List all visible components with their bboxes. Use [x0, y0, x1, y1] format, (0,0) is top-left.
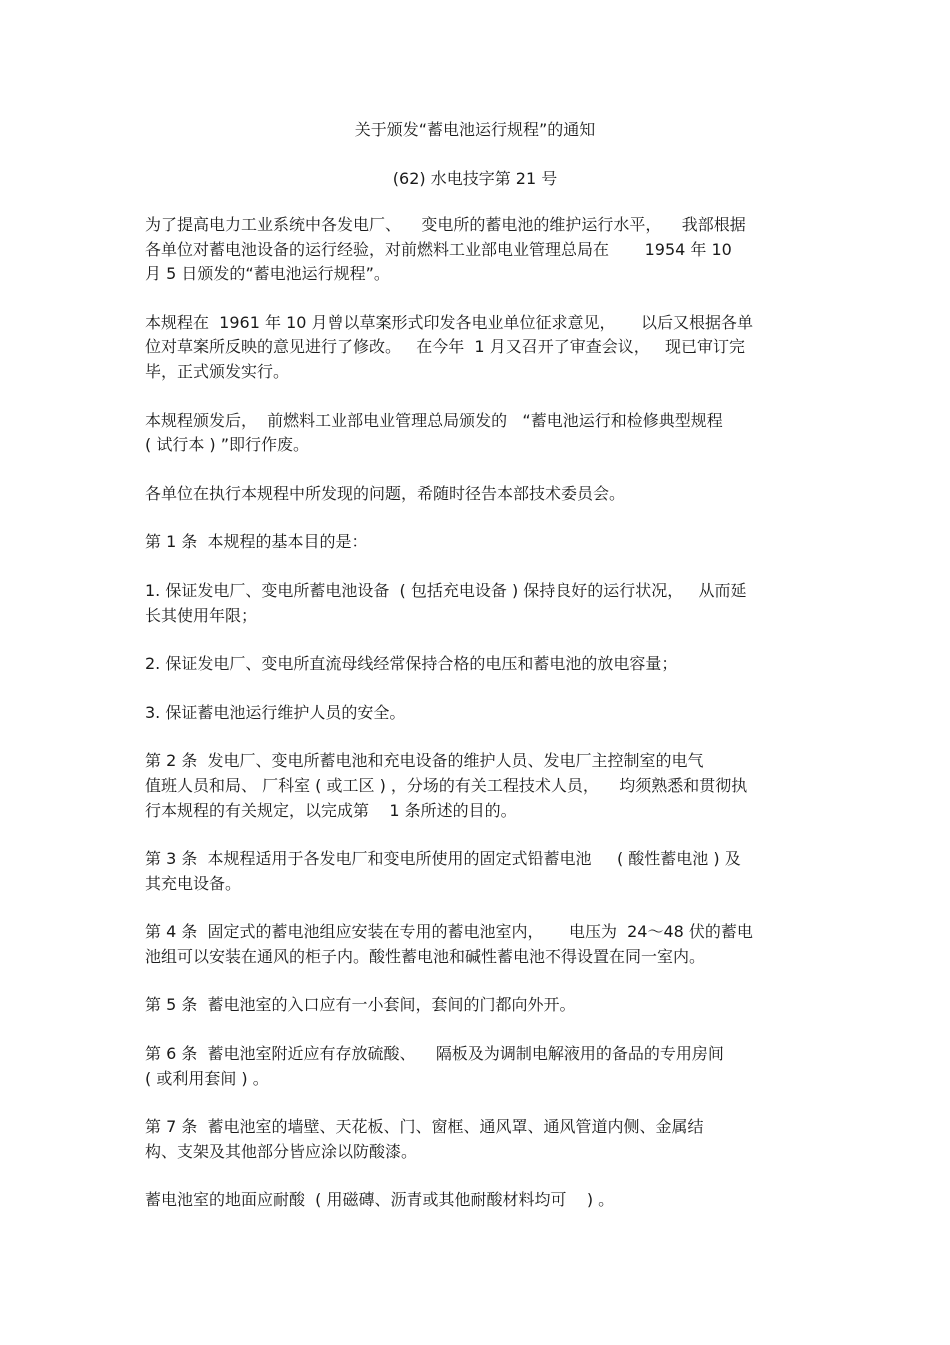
- paragraph-line: 第 7 条 蓄电池室的墙壁、天花板、门、窗框、通风罩、通风管道内侧、金属结: [145, 1117, 704, 1137]
- paragraph-line: 本规程颁发后， 前燃料工业部电业管理总局颁发的 “蓄电池运行和检修典型规程: [145, 410, 723, 430]
- paragraph: [145, 530, 810, 555]
- paragraph-line: 行本规程的有关规定，以完成第 1 条所述的目的。: [145, 800, 517, 820]
- paragraph: [145, 701, 810, 726]
- paragraph-line: 第 2 条 发电厂、变电所蓄电池和充电设备的维护人员、发电厂主控制室的电气: [145, 751, 704, 771]
- paragraph-line: 为了提高电力工业系统中各发电厂、 变电所的蓄电池的维护运行水平， 我部根据: [145, 215, 746, 234]
- document-number: (62) 水电技字第 21 号: [392, 169, 558, 188]
- paragraph: [145, 1115, 810, 1164]
- paragraph: [145, 1042, 810, 1091]
- paragraph: [145, 847, 810, 896]
- paragraph: [145, 311, 810, 385]
- paragraph: [145, 482, 810, 507]
- paragraph: [145, 1188, 810, 1213]
- paragraph-line: 长其使用年限；: [145, 605, 258, 625]
- paragraph: [145, 920, 810, 969]
- paragraph: [145, 652, 810, 677]
- paragraph: [145, 409, 810, 458]
- paragraph-line: 各单位对蓄电池设备的运行经验，对前燃料工业部电业管理总局在 1954 年 10: [145, 239, 732, 259]
- paragraph: [145, 579, 810, 628]
- paragraph-line: 位对草案所反映的意见进行了修改。 在今年 1 月又召开了审查会议， 现已审订完: [145, 337, 745, 357]
- paragraph-line: 2. 保证发电厂、变电所直流母线经常保持合格的电压和蓄电池的放电容量；: [145, 654, 678, 674]
- paragraph-line: 其充电设备。: [145, 873, 242, 893]
- paragraph-line: 月 5 日颁发的“蓄电池运行规程”。: [145, 264, 390, 284]
- paragraph-line: 1. 保证发电厂、变电所蓄电池设备 ( 包括充电设备 ) 保持良好的运行状况， 从而延: [145, 580, 747, 600]
- paragraph-line: 第 5 条 蓄电池室的入口应有一小套间，套间的门都向外开。: [145, 995, 576, 1015]
- paragraph-line: ( 试行本 ) ”即行作废。: [145, 435, 310, 455]
- paragraph-line: 各单位在执行本规程中所发现的问题，希随时径告本部技术委员会。: [145, 483, 626, 503]
- paragraph-line: 3. 保证蓄电池运行维护人员的安全。: [145, 702, 406, 722]
- paragraph-line: 第 3 条 本规程适用于各发电厂和变电所使用的固定式铅蓄电池 ( 酸性蓄电池 ) 及: [145, 849, 741, 869]
- paragraph-line: ( 或利用套间 ) 。: [145, 1068, 269, 1088]
- paragraph: [145, 213, 810, 287]
- paragraph-line: 值班人员和局、 厂科室 ( 或工区 ) ，分场的有关工程技术人员， 均须熟悉和贯彻执: [145, 775, 748, 795]
- paragraph-line: 毕，正式颁发实行。: [145, 361, 290, 381]
- paragraph-line: 第 4 条 固定式的蓄电池组应安装在专用的蓄电池室内， 电压为 24～48 伏的蓄电: [145, 922, 753, 942]
- paragraph-line: 本规程在 1961 年 10 月曾以草案形式印发各电业单位征求意见， 以后又根据各单: [145, 312, 753, 332]
- paragraph-line: 构、支架及其他部分皆应涂以防酸漆。: [145, 1141, 418, 1161]
- document-title: 关于颁发“蓄电池运行规程”的通知: [354, 120, 596, 139]
- paragraph: [145, 993, 810, 1018]
- paragraph: [145, 749, 810, 823]
- document-body: [145, 213, 810, 1237]
- paragraph-line: 池组可以安装在通风的柜子内。酸性蓄电池和碱性蓄电池不得设置在同一室内。: [145, 946, 706, 966]
- paragraph-line: 第 6 条 蓄电池室附近应有存放硫酸、 隔板及为调制电解液用的备品的专用房间: [145, 1044, 724, 1064]
- paragraph-line: 第 1 条 本规程的基本目的是：: [145, 532, 368, 552]
- paragraph-line: 蓄电池室的地面应耐酸 ( 用磁磚、沥青或其他耐酸材料均可 ) 。: [145, 1190, 615, 1210]
